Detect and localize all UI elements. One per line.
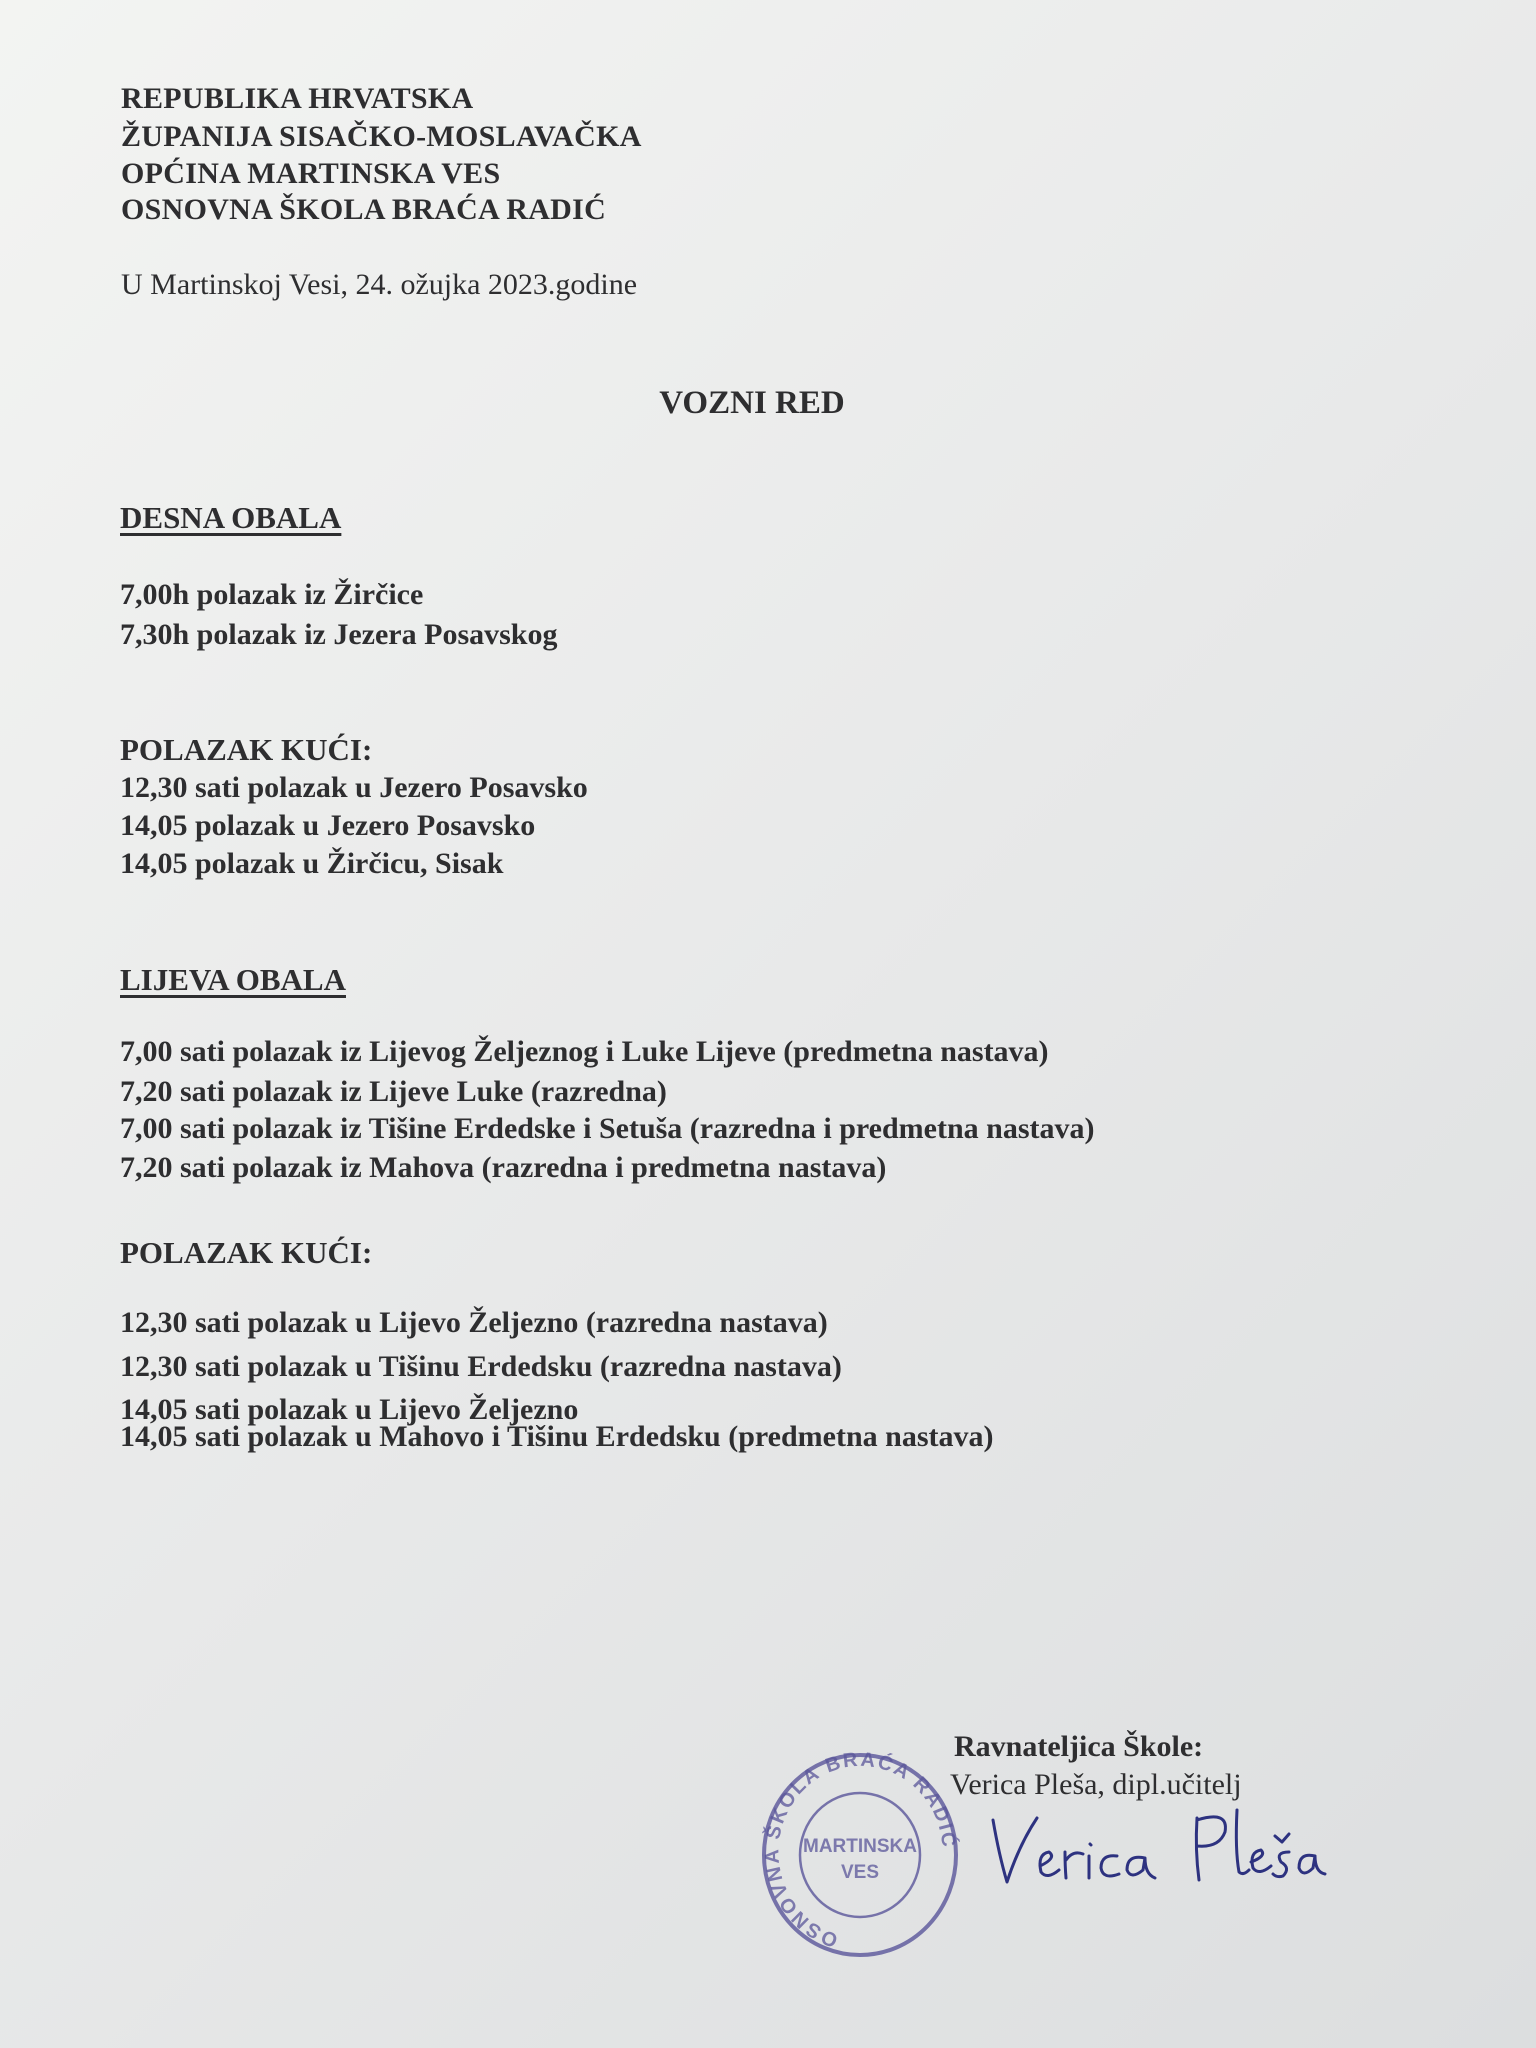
list-item: 7,00h polazak iz Žirčice [120,578,424,611]
home-heading-lijeva: POLAZAK KUĆI: [120,1235,373,1270]
stamp-outer-text: OSNOVNA ŠKOLA BRAĆA RADIĆ [761,1748,960,1952]
list-item: 7,30h polazak iz Jezera Posavskog [120,618,558,651]
list-item: 7,00 sati polazak iz Tišine Erdedske i Setuša (razredna i predmetna nastava) [120,1112,1095,1145]
list-item: 14,05 polazak u Žirčicu, Sisak [120,847,504,880]
stamp-inner-line2: VES [840,1862,880,1883]
list-item: 12,30 sati polazak u Tišinu Erdedsku (razredna nastava) [120,1350,842,1383]
document-date: U Martinskoj Vesi, 24. ožujka 2023.godine [121,268,638,301]
list-item: 7,20 sati polazak iz Lijeve Luke (razredna) [120,1075,667,1108]
school-stamp [758,1748,963,1963]
document-title: VOZNI RED [659,385,845,421]
header-county: ŽUPANIJA SISAČKO-MOSLAVAČKA [121,120,642,153]
header-republic: REPUBLIKA HRVATSKA [121,82,474,115]
list-item: 14,05 sati polazak u Lijevo Željezno [120,1393,579,1426]
signature-title: Ravnateljica Škole: [954,1730,1204,1763]
header-school: OSNOVNA ŠKOLA BRAĆA RADIĆ [121,193,607,226]
header-municipality: OPĆINA MARTINSKA VES [121,157,501,190]
list-item: 7,20 sati polazak iz Mahova (razredna i predmetna nastava) [120,1151,887,1184]
list-item: 7,00 sati polazak iz Lijevog Željeznog i Luke Lijeve (predmetna nastava) [120,1035,1049,1068]
section-heading-desna: DESNA OBALA [120,500,342,535]
home-heading-desna: POLAZAK KUĆI: [120,732,373,767]
stamp-inner-line1: MARTINSKA [803,1836,917,1857]
list-item: 12,30 sati polazak u Jezero Posavsko [120,771,588,804]
handwritten-signature [985,1800,1335,1900]
list-item: 14,05 sati polazak u Mahovo i Tišinu Erdedsku (predmetna nastava) [120,1420,994,1453]
list-item: 12,30 sati polazak u Lijevo Željezno (razredna nastava) [120,1306,828,1339]
signature-name: Verica Pleša, dipl.učitelj [950,1768,1242,1801]
list-item: 14,05 polazak u Jezero Posavsko [120,809,536,842]
section-heading-lijeva: LIJEVA OBALA [120,962,346,997]
